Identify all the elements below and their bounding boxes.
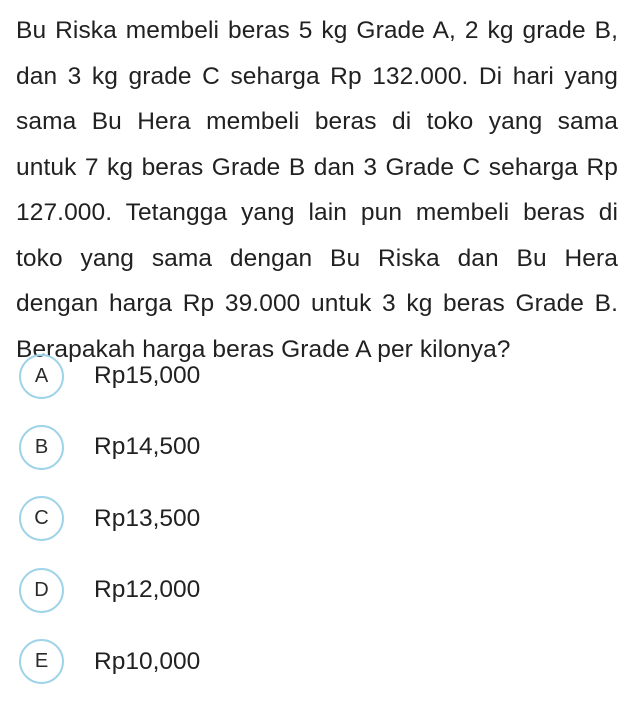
option-letter-badge: C (19, 496, 64, 541)
option-a[interactable] (19, 352, 419, 400)
question-text (16, 8, 618, 372)
answer-options (19, 352, 419, 709)
question-line: Bu Riska membeli beras 5 kg Grade A, 2 kg grade B, (16, 17, 618, 44)
option-letter-badge: A (19, 354, 64, 399)
option-letter-badge: D (19, 568, 64, 613)
option-letter-badge: B (19, 425, 64, 470)
option-label: Rp12,000 (94, 576, 201, 604)
question-line: toko yang sama dengan Bu Riska dan Bu Hera (16, 244, 618, 272)
question-line: Berapakah harga beras Grade A per kilonya? (16, 335, 511, 363)
option-e[interactable] (19, 638, 419, 686)
option-c[interactable] (19, 495, 419, 543)
option-b[interactable] (19, 423, 419, 471)
option-label: Rp14,500 (94, 433, 201, 461)
question-line: sama Bu Hera membeli beras di toko yang sama (16, 108, 618, 135)
option-label: Rp10,000 (94, 647, 201, 675)
option-d[interactable] (19, 566, 419, 614)
question-line: untuk 7 kg beras Grade B dan 3 Grade C seharga Rp (16, 153, 618, 181)
option-letter-badge: E (19, 639, 64, 684)
option-label: Rp13,500 (94, 504, 201, 532)
question-line: dan 3 kg grade C seharga Rp 132.000. Di hari yang (16, 62, 618, 90)
question-line: 127.000. Tetangga yang lain pun membeli beras di (16, 199, 618, 226)
option-label: Rp15,000 (94, 362, 201, 389)
question-line: dengan harga Rp 39.000 untuk 3 kg beras Grade B. (16, 290, 618, 317)
